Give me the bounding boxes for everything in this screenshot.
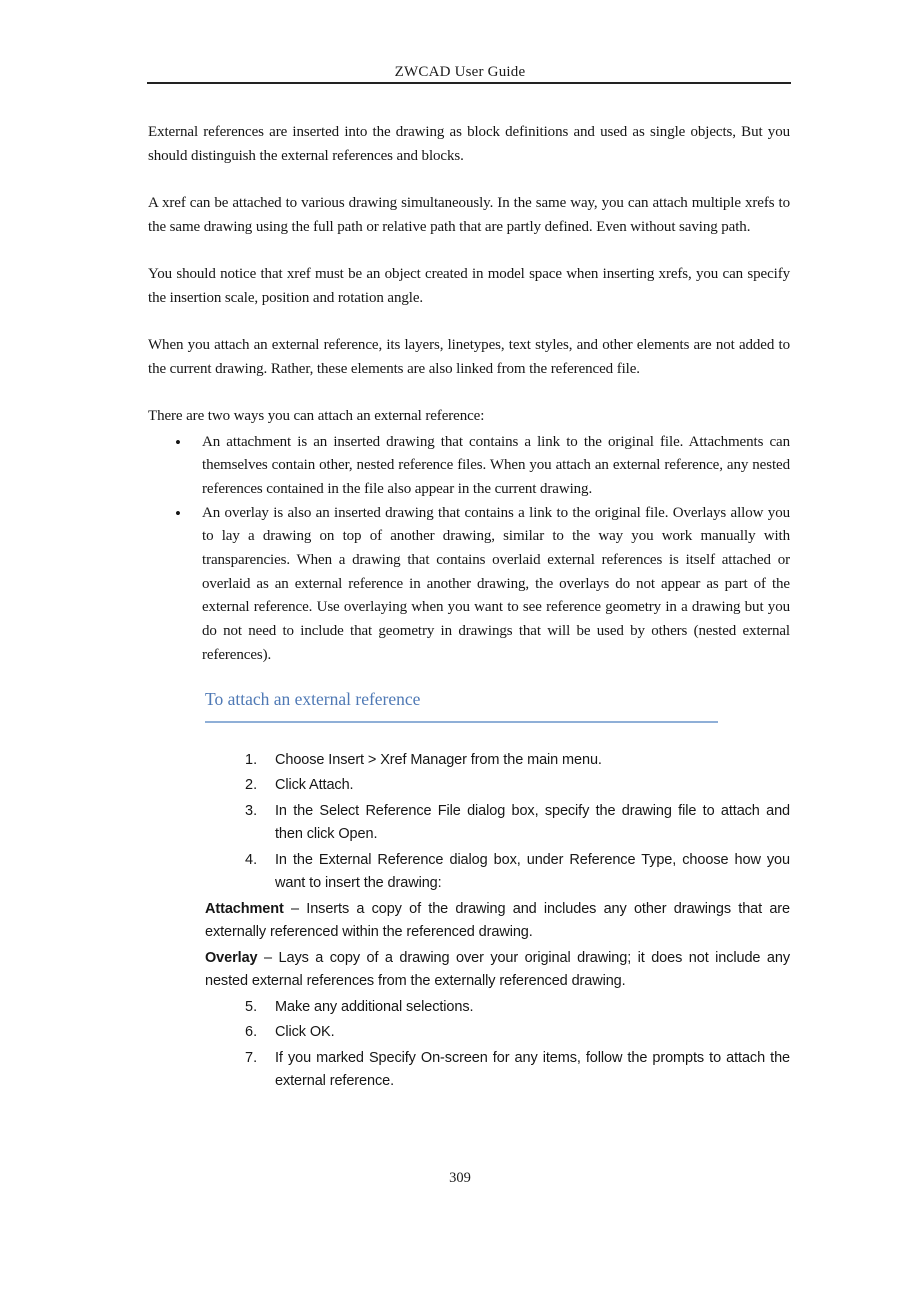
steps-list-5-7 [148, 996, 790, 1094]
step-item [148, 996, 790, 1020]
step-item [148, 800, 790, 847]
step-item [148, 1047, 790, 1094]
section-heading: To attach an external reference [205, 689, 718, 723]
step-number: 1. [245, 751, 258, 768]
definition-text: – Inserts a copy of the drawing and includes any other drawings that are externally referenced within the referenced drawing. [205, 900, 790, 941]
paragraph: You should notice that xref must be an object created in model space when inserting xrefs, you can specify the insertion scale, position and rotation angle. [148, 266, 790, 306]
bullet-item-overlay: • An overlay is also an inserted drawing that contains a link to the original file. Overlays allow you to lay a drawing on top of another drawing, similar to the way you work manually with transparencies. When a drawing that contains overlaid external references is itself attached or overlaid as an external reference in another drawing, the overlays do not appear as part of the external reference. Use overlaying when you want to see reference geometry in a drawing but you do not need to include that geometry in drawings that will be used by others (nested external references). [148, 502, 790, 668]
paragraph: A xref can be attached to various drawing simultaneously. In the same way, you can attach multiple xrefs to the same drawing using the full path or relative path that are partly defined. Even without saving path. [148, 195, 790, 235]
step-number: 7. [245, 1049, 258, 1066]
definition-overlay [205, 947, 790, 994]
step-text: In the External Reference dialog box, under Reference Type, choose how you want to insert the drawing: [275, 851, 790, 892]
step-number: 4. [245, 851, 258, 868]
page-content [148, 121, 790, 1096]
step-item [148, 1021, 790, 1045]
bullet-item-attachment: • An attachment is an inserted drawing that contains a link to the original file. Attachments can themselves contain other, nested reference files. When you attach an external reference, any nested references contained in the file also appear in the current drawing. [148, 431, 790, 502]
header-title: ZWCAD User Guide [394, 64, 526, 80]
paragraph: External references are inserted into the drawing as block definitions and used as single objects, But you should distinguish the external references and blocks. [148, 124, 790, 164]
steps-list-1-4 [148, 749, 790, 896]
paragraph: When you attach an external reference, its layers, linetypes, text styles, and other elements are not added to the current drawing. Rather, these elements are also linked from the referenced file. [148, 337, 790, 377]
definition-term: Attachment [205, 900, 284, 917]
bullet-list [148, 431, 790, 668]
step-text: Click Attach. [275, 777, 354, 794]
step-item [148, 849, 790, 896]
paragraph: There are two ways you can attach an external reference: [148, 408, 485, 424]
step-item [148, 749, 790, 773]
page-number: 309 [449, 1170, 471, 1186]
definition-text: – Lays a copy of a drawing over your original drawing; it does not include any nested external references from the externally referenced drawing. [205, 949, 790, 990]
step-text: Make any additional selections. [275, 998, 474, 1015]
step-text: Choose Insert > Xref Manager from the main menu. [275, 751, 602, 768]
step-text: Click OK. [275, 1024, 335, 1041]
definition-attachment [205, 898, 790, 945]
step-number: 6. [245, 1024, 258, 1041]
step-number: 5. [245, 998, 258, 1015]
step-number: 3. [245, 802, 258, 819]
definition-term: Overlay [205, 949, 258, 966]
header-rule [147, 82, 791, 84]
step-text: If you marked Specify On-screen for any items, follow the prompts to attach the external reference. [275, 1049, 790, 1090]
step-text: In the Select Reference File dialog box, specify the drawing file to attach and then click Open. [275, 802, 790, 843]
step-item [148, 774, 790, 798]
step-number: 2. [245, 777, 258, 794]
